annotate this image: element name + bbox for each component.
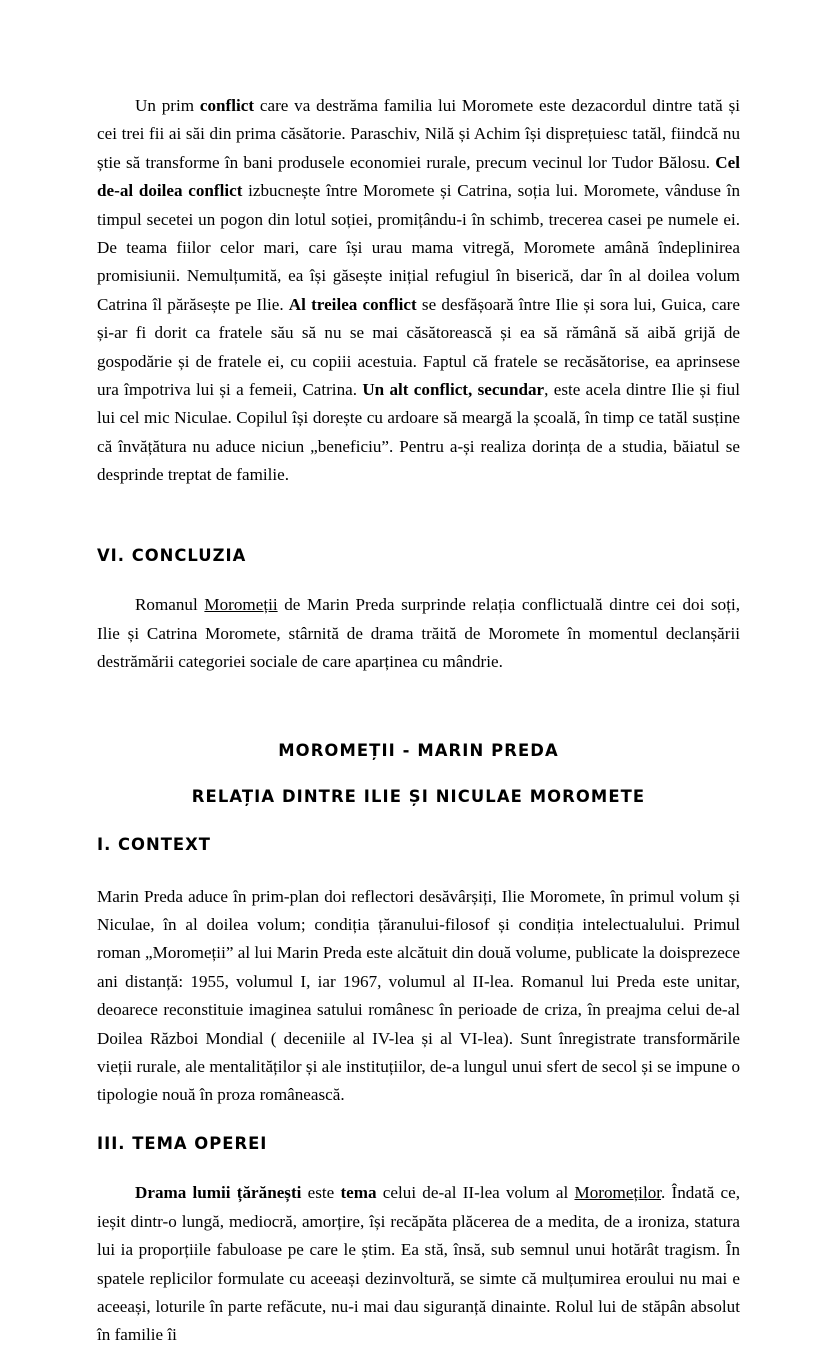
heading-concluzia: VI. CONCLUZIA <box>97 545 247 565</box>
spacer <box>97 807 740 835</box>
concluzia-underlined-title: Moromeții <box>204 595 278 615</box>
page-content <box>97 92 740 1350</box>
spacer <box>97 490 740 546</box>
conflict-bold-2: Cel de-al doilea conflict <box>97 152 740 201</box>
tema-text-part3: . Îndată ce, ieșit dintr-o lungă, mediocră, amorțire, își recăpăta plăcerea de a medita, de a ironiza, statura lui ia proporțiile fabuloase pe care le știm. Ea stă, însă, sub semnul unui hotărât tragism. În spatele replicilor formulate cu aceeași dezinvoltură, se simte că mulțumirea eroului nu mai e aceeași, loturile în parte refăcute, nu-i mai dau siguranță dinainte. Rolul lui de stăpân absolut în familie îi <box>97 1183 740 1345</box>
spacer <box>97 856 740 883</box>
paragraph-conflicte <box>97 92 740 490</box>
heading-context: I. CONTEXT <box>97 835 211 855</box>
spacer <box>97 1110 740 1134</box>
conflict-bold-3: Al treilea conflict <box>288 294 417 314</box>
tema-underlined-title: Moromeților <box>574 1183 662 1203</box>
spacer <box>97 566 740 591</box>
tema-bold-1: Drama lumii țărănești <box>135 1183 302 1203</box>
conflict-text-part3: izbucnește între Moromete și Catrina, soția lui. Moromete, vânduse în timpul secetei un pogon din lotul soției, promițându-i în schimb, trecerea casei pe numele ei. De teama fiilor celor mari, care își urau mama vitregă, Moromete amână îndeplinirea promisiunii. Nemulțumită, ea își găsește inițial refugiul în biserică, dar în al doilea volum Catrina îl părăsește pe Ilie. <box>97 181 740 314</box>
conflict-text-part2: care va destrăma familia lui Moromete este dezacordul dintre tată și cei trei fii ai săi din prima căsătorie. Paraschiv, Nilă și Achim își disprețuiesc tatăl, fiindcă nu știe să transforme în bani produsele economiei rurale, precum vecinul lor Tudor Bălosu. <box>97 96 740 172</box>
tema-bold-2: tema <box>340 1183 377 1203</box>
conflict-text-part1: Un prim <box>135 96 200 115</box>
heading-tema-operei: III. TEMA OPEREI <box>97 1133 268 1153</box>
concluzia-text-part1: Romanul <box>135 595 205 615</box>
conflict-text-part4: se desfășoară între Ilie și sora lui, Guica, care și-ar fi dorit ca fratele său să nu se mai căsătorească și ea să rămână să aibă grijă de gospodărie și de fratele ei, cu copiii acestuia. Faptul că fratele se recăsătorise, ea aprinsese ura împotriva lui și a femeii, Catrina. <box>97 294 740 400</box>
spacer <box>97 762 740 786</box>
spacer <box>97 676 740 740</box>
tema-text-part1: este <box>301 1183 341 1203</box>
paragraph-concluzia <box>97 591 740 676</box>
work-title: MOROMEȚII - MARIN PREDA <box>278 741 559 761</box>
conflict-bold-4: Un alt conflict, secundar <box>362 380 545 400</box>
work-subtitle: RELAȚIA DINTRE ILIE ȘI NICULAE MOROMETE <box>191 786 646 806</box>
concluzia-text-part2: de Marin Preda surprinde relația conflictuală dintre cei doi soți, Ilie și Catrina Moromete, stârnită de drama trăită de Moromete în momentul declanșării destrămării categoriei sociale de care aparținea cu mândrie. <box>97 595 740 671</box>
tema-text-part2: celui de-al II-lea volum al <box>376 1183 575 1203</box>
spacer <box>97 1154 740 1179</box>
conflict-bold-1: conflict <box>199 96 255 115</box>
paragraph-tema <box>97 1179 740 1349</box>
conflict-text-part5: , este acela dintre Ilie și fiul lui cel mic Niculae. Copilul își dorește cu ardoare să meargă la școală, în timp ce tatăl susține că învățătura nu aduce niciun „beneficiu”. Pentru a-și realiza dorința de a studia, băiatul se desprinde treptat de familie. <box>97 380 740 485</box>
paragraph-context: Marin Preda aduce în prim-plan doi reflectori desăvârșiți, Ilie Moromete, în primul volum și Niculae, în al doilea volum; condiția țăranului-filosof și condiția intelectualului. Primul roman „Moromeții” al lui Marin Preda este alcătuit din două volume, publicate la doisprezece ani distanță: 1955, volumul I, iar 1967, volumul al II-lea. Romanul lui Preda este unitar, deoarece reconstituie imaginea satului românesc în perioade de criza, în preajma celui de-al Doilea Război Mondial ( deceniile al IV-lea și al VI-lea). Sunt înregistrate transformările vieții rurale, ale mentalităților și ale instituțiilor, de-a lungul unui sfert de secol și se impune o tipologie nouă în proza românească. <box>97 886 740 1105</box>
